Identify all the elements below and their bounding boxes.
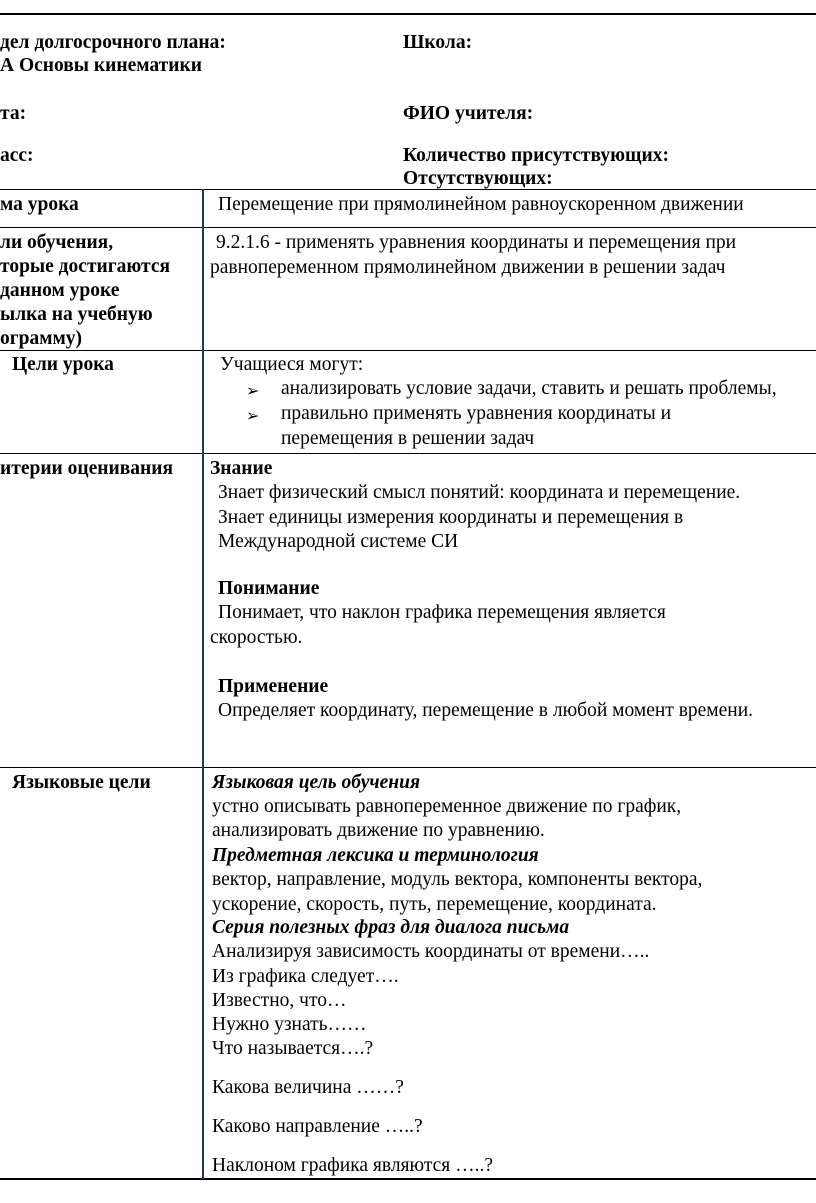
phrases-title: Серия полезных фраз для диалога письма xyxy=(212,917,570,938)
bullet-arrow-icon: ➢ xyxy=(246,406,260,425)
objectives-label-line: торые достигаются xyxy=(0,256,171,277)
row-divider-topic-top xyxy=(0,189,816,190)
row-divider-language-top xyxy=(0,767,816,768)
objectives-value-line: 9.2.1.6 - применять уравнения координаты и перемещения при xyxy=(216,232,737,253)
phrase-line: Наклоном графика являются …..? xyxy=(212,1155,493,1176)
absent-label: Отсутствующих: xyxy=(403,168,553,189)
row-divider-goals-top xyxy=(0,350,816,351)
phrase-line: Каково направление …..? xyxy=(212,1116,423,1137)
phrase-line: Известно, что… xyxy=(212,990,347,1011)
knowledge-line: Знает физический смысл понятий: координата и перемещение. xyxy=(218,482,741,503)
objectives-label-line: ылка на учебную xyxy=(0,304,153,325)
knowledge-title: Знание xyxy=(210,458,273,479)
phrase-line: Какова величина ……? xyxy=(212,1077,404,1098)
lesson-goal-item: анализировать условие задачи, ставить и решать проблемы, xyxy=(281,378,777,399)
language-goal-line: анализировать движение по уравнению. xyxy=(212,820,545,841)
language-goal-title: Языковая цель обучения xyxy=(212,772,421,793)
objectives-value-line: равнопеременном прямолинейном движении в решении задач xyxy=(210,257,726,278)
vocab-line: вектор, направление, модуль вектора, компоненты вектора, xyxy=(212,869,703,890)
language-label: Языковые цели xyxy=(12,772,151,793)
row-divider-objectives-top xyxy=(0,227,816,228)
phrase-line: Нужно узнать…… xyxy=(212,1014,367,1035)
vocab-title: Предметная лексика и терминология xyxy=(212,845,539,866)
lesson-goal-item-continuation: перемещения в решении задач xyxy=(281,428,535,449)
objectives-label-line: ограмму) xyxy=(0,328,83,349)
topic-value: Перемещение при прямолинейном равноускоренном движении xyxy=(218,194,744,215)
language-goal-line: устно описывать равнопеременное движение по график, xyxy=(212,796,682,817)
row-divider-criteria-top xyxy=(0,453,816,454)
understanding-title: Понимание xyxy=(218,578,320,599)
application-title: Применение xyxy=(218,676,329,697)
date-label: та: xyxy=(0,103,27,124)
school-label: Школа: xyxy=(403,32,473,53)
understanding-line: Понимает, что наклон графика перемещения является xyxy=(218,602,666,623)
phrase-line: Из графика следует…. xyxy=(212,966,399,987)
lesson-goals-label: Цели урока xyxy=(12,354,114,375)
bullet-arrow-icon: ➢ xyxy=(246,381,260,400)
top-border xyxy=(0,13,816,15)
knowledge-line: Знает единицы измерения координаты и перемещения в xyxy=(218,507,684,528)
criteria-label: итерии оценивания xyxy=(0,458,174,479)
application-line: Определяет координату, перемещение в любой момент времени. xyxy=(218,700,754,721)
lesson-goals-intro: Учащиеся могут: xyxy=(220,354,364,375)
phrase-line: Что называется….? xyxy=(212,1038,374,1059)
present-label: Количество присутствующих: xyxy=(403,145,669,166)
column-divider xyxy=(202,189,204,1179)
objectives-label-line: ли обучения, xyxy=(0,232,114,253)
class-label: асс: xyxy=(0,145,34,166)
table-bottom-border xyxy=(0,1178,816,1180)
teacher-label: ФИО учителя: xyxy=(403,103,534,124)
knowledge-line: Международной системе СИ xyxy=(218,531,459,552)
section-value: А Основы кинематики xyxy=(0,55,202,76)
lesson-goal-item: правильно применять уравнения координаты и xyxy=(281,403,671,424)
understanding-line: скоростью. xyxy=(210,627,303,648)
objectives-label-line: данном уроке xyxy=(0,280,120,301)
section-label: дел долгосрочного плана: xyxy=(0,32,226,53)
vocab-line: ускорение, скорость, путь, перемещение, координата. xyxy=(212,894,657,915)
phrase-line: Анализируя зависимость координаты от времени….. xyxy=(212,941,650,962)
topic-label: ма урока xyxy=(0,194,79,215)
